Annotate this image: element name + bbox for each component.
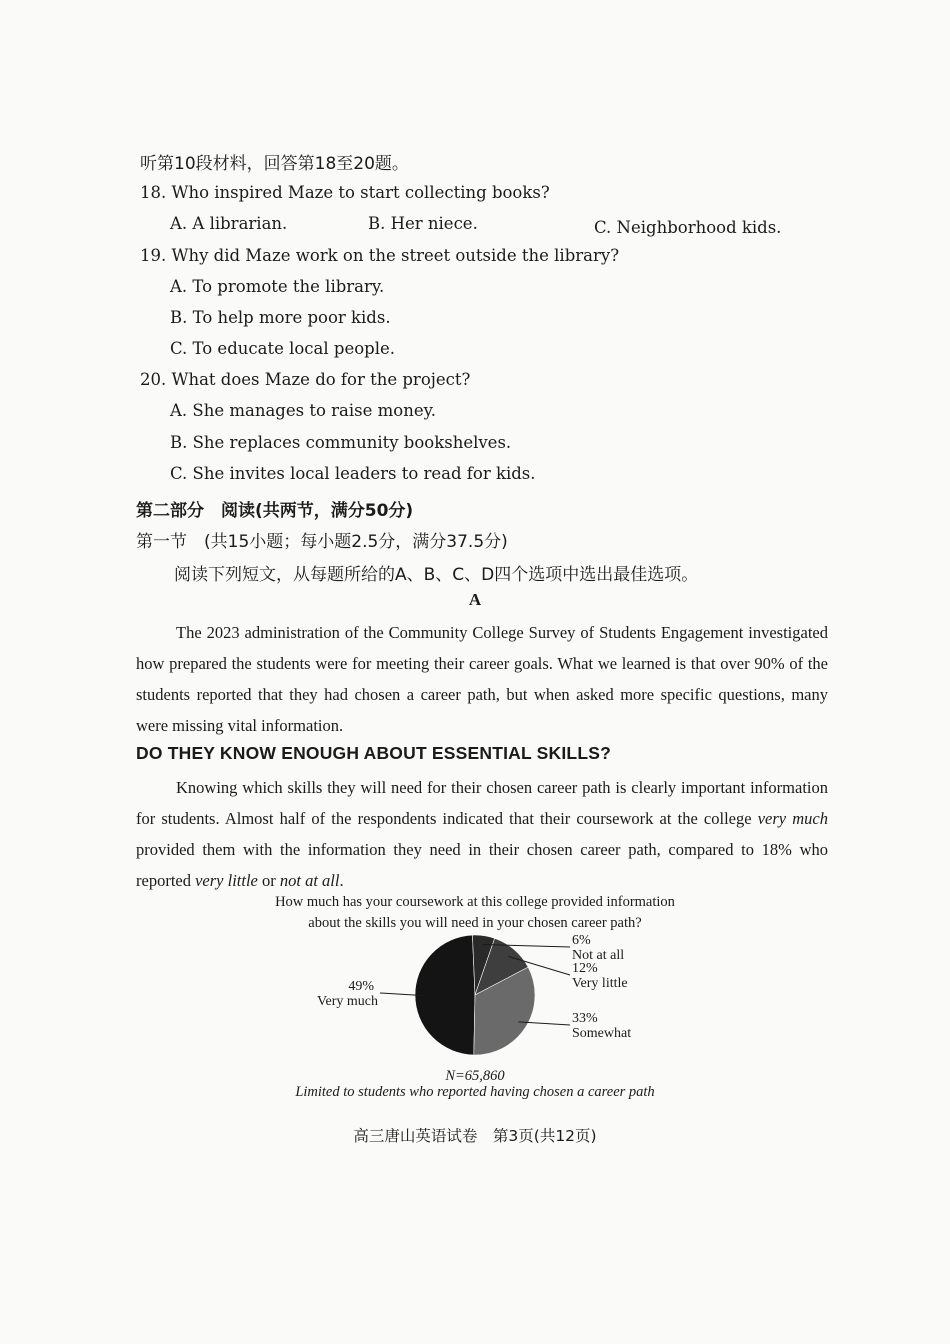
- q18-option-a: A. A librarian.: [170, 214, 288, 233]
- pie-value-label: 6%: [572, 933, 591, 948]
- pie-category-label: Very little: [572, 976, 628, 991]
- pie-value-label: 33%: [572, 1011, 598, 1026]
- part-title: 第二部分 阅读(共两节，满分50分): [136, 501, 414, 521]
- page-footer: 高三唐山英语试卷 第3页(共12页): [353, 1127, 597, 1145]
- question-18: 18. Who inspired Maze to start collecting books?: [140, 183, 550, 202]
- pie-chart: [0, 930, 950, 1080]
- pie-category-label: Not at all: [572, 948, 625, 963]
- q19-option-b: B. To help more poor kids.: [170, 308, 391, 327]
- chart-title-line-2: about the skills you will need in your chosen career path?: [308, 915, 642, 931]
- q18-option-c: C. Neighborhood kids.: [594, 218, 782, 237]
- chart-footnote: Limited to students who reported having chosen a career path: [295, 1084, 655, 1100]
- emphasis-very-much: very much: [757, 809, 828, 828]
- pie-category-label: Somewhat: [572, 1026, 632, 1041]
- listening-instruction: 听第10段材料，回答第18至20题。: [140, 154, 409, 174]
- q19-option-a: A. To promote the library.: [170, 277, 385, 296]
- reading-instruction: 阅读下列短文，从每题所给的A、B、C、D四个选项中选出最佳选项。: [174, 565, 699, 585]
- pie-slice-very-much: [415, 935, 475, 1055]
- q19-option-c: C. To educate local people.: [170, 339, 396, 358]
- emphasis-very-little: very little: [195, 871, 258, 890]
- q20-option-b: B. She replaces community bookshelves.: [170, 433, 512, 452]
- question-20: 20. What does Maze do for the project?: [140, 370, 471, 389]
- chart-sample-size: N=65,860: [445, 1068, 505, 1084]
- pie-category-label: Very much: [316, 994, 378, 1009]
- passage-paragraph-2: Knowing which skills they will need for their chosen career path is clearly important information for students. Almost half of the respondents indicated that their coursework at the college very much provided them with the information they need in their chosen career path, compared to 18% who reported very little or not at all.: [136, 778, 828, 890]
- q20-option-a: A. She manages to raise money.: [170, 401, 436, 420]
- q20-option-c: C. She invites local leaders to read for kids.: [170, 464, 536, 483]
- chart-title: [200, 892, 750, 934]
- chart-title-line-1: How much has your coursework at this college provided information: [275, 894, 675, 910]
- section-heading: DO THEY KNOW ENOUGH ABOUT ESSENTIAL SKILLS?: [136, 743, 611, 763]
- pie-value-label: 49%: [348, 979, 374, 994]
- pie-value-label: 12%: [572, 961, 598, 976]
- emphasis-not-at-all: not at all: [279, 871, 340, 890]
- passage-label: A: [468, 590, 482, 609]
- section-title: 第一节 (共15小题；每小题2.5分，满分37.5分): [136, 532, 508, 552]
- q18-option-b: B. Her niece.: [368, 214, 478, 233]
- passage-paragraph-1: The 2023 administration of the Community College Survey of Students Engagement investigated how prepared the students were for meeting their career goals. What we learned is that over 90% of the students reported that they had chosen a career path, but when asked more specific questions, many were missing vital information.: [136, 623, 828, 735]
- question-19: 19. Why did Maze work on the street outside the library?: [140, 246, 620, 265]
